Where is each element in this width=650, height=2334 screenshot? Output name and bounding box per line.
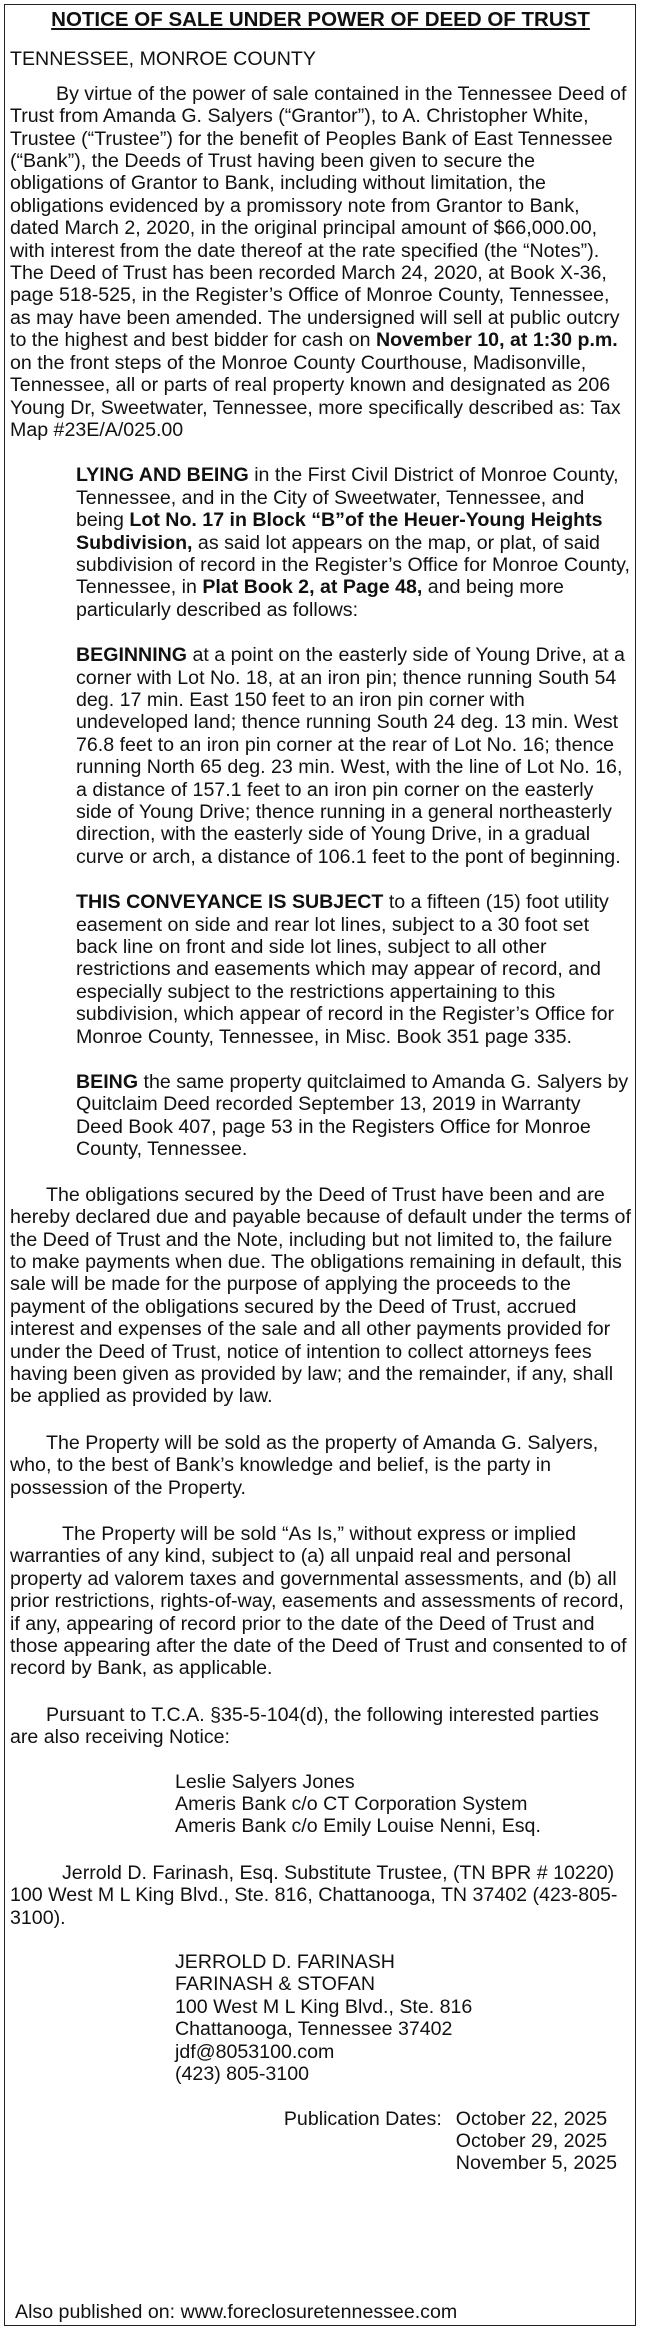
publication-date: October 22, 2025 [455,2107,608,2130]
signature-line: JERROLD D. FARINASH [175,1951,395,1974]
county-heading: TENNESSEE, MONROE COUNTY [10,48,316,71]
lying-text-1: in the First Civil District of Monroe County, Tennessee, and in the City of Sweetwater, Tennessee, and being [76,464,619,532]
lying-text-2: as said lot appears on the map, or plat, of said subdivision of record in the Register’s Office for Monroe County, Tennessee, in [76,531,630,599]
tca-paragraph: Pursuant to T.C.A. §35-5-104(d), the following interested parties are also receiving Notice: [10,1703,599,1749]
trustee-paragraph: Jerrold D. Farinash, Esq. Substitute Trustee, (TN BPR # 10220) 100 West M L King Blvd., Ste. 816, Chattanooga, TN 37402 (423-805-3100). [10,1861,618,1929]
publication-date-list [456,2108,617,2175]
party-item: Leslie Salyers Jones [175,1770,355,1793]
lying-bold: LYING AND BEING [76,464,249,487]
conveyance-bold: THIS CONVEYANCE IS SUBJECT [76,891,384,914]
publication-date: October 29, 2025 [455,2129,608,2152]
property-paragraph: The Property will be sold as the property of Amanda G. Salyers, who, to the best of Bank’s knowledge and belief, is the party in possession of the Property. [10,1431,599,1499]
lot-bold: Lot No. 17 in Block “B”of the Heuer-Young Heights Subdivision, [76,509,603,554]
legal-conveyance [10,891,631,1048]
publication-date: November 5, 2025 [455,2152,617,2175]
intro-paragraph [10,83,631,442]
signature-line: Chattanooga, Tennessee 37402 [175,2018,453,2041]
legal-lying-and-being [10,464,631,621]
being-text: the same property quitclaimed to Amanda G. Salyers by Quitclaim Deed recorded September 13, 2019 in Warranty Deed Book 407, page 53 in the Registers Office for Monroe County, Tennessee. [76,1071,629,1161]
footer-published-on: Also published on: www.foreclosuretennessee.com [15,2300,458,2323]
lying-text-3: and being more particularly described as follows: [76,576,564,621]
notice-title: NOTICE OF SALE UNDER POWER OF DEED OF TRUST [51,8,590,31]
conveyance-text: to a fifteen (15) foot utility easement on side and rear lot lines, subject to a 30 foot set back line on front and side lot lines, subject to all other restrictions and easements which may appear of record, and especially subject to the restrictions appertaining to this subdivision, which appear of record in the Register’s Office for Monroe County, Tennessee, in Misc. Book 351 page 335. [76,891,615,1048]
plat-bold: Plat Book 2, at Page 48, [202,576,423,599]
signature-email: jdf@8053100.com [175,2040,335,2063]
obligations-paragraph: The obligations secured by the Deed of Trust have been and are hereby declared due and payable because of default under the terms of the Deed of Trust and the Note, including but not limited to, the failure to make payments when due. The obligations remaining in default, this sale will be made for the purpose of applying the proceeds to the payment of the obligations secured by the Deed of Trust, accrued interest and expenses of the sale and all other payments provided for under the Deed of Trust, notice of intention to collect attorneys fees having been given as provided by law; and the remainder, if any, shall be applied as provided by law. [10,1183,631,1408]
signature-line: 100 West M L King Blvd., Ste. 816 [175,1995,473,2018]
signature-block [10,1951,631,2085]
sale-date: November 10, at 1:30 p.m. [376,329,618,352]
being-bold: BEING [76,1071,139,1094]
beginning-bold: BEGINNING [76,644,188,667]
party-item: Ameris Bank c/o Emily Louise Nenni, Esq. [175,1815,541,1838]
as-is-paragraph: The Property will be sold “As Is,” without express or implied warranties of any kind, subject to (a) all unpaid real and personal property ad valorem taxes and governmental assessments, and (b) all prior restrictions, rights-of-way, easements and assessments of record, if any, appearing of record prior to the date of the Deed of Trust and those appearing after the date of the Deed of Trust and consented to of record by Bank, as applicable. [10,1522,627,1680]
legal-beginning [10,644,631,868]
publication-label: Publication Dates: [283,2107,442,2130]
interested-parties [10,1771,631,1838]
signature-phone: (423) 805-3100 [175,2063,309,2086]
party-item: Ameris Bank c/o CT Corporation System [175,1793,528,1816]
legal-being [10,1071,631,1161]
publication-dates [10,2108,631,2175]
beginning-text: at a point on the easterly side of Young Drive, at a corner with Lot No. 18, at an iron pin; thence running South 54 deg. 17 min. East 150 feet to an iron pin corner with undeveloped land; thence running South 24 deg. 13 min. West 76.8 feet to an iron pin corner at the rear of Lot No. 16; thence running North 65 deg. 23 min. West, with the line of Lot No. 16, a distance of 157.1 feet to an iron pin corner on the easterly side of Young Drive; thence running in a general northeasterly direction, with the easterly side of Young Drive, in a gradual curve or arch, a distance of 106.1 feet to the pont of beginning. [76,644,625,868]
intro-text-b: on the front steps of the Monroe County Courthouse, Madisonville, Tennessee, all or parts of real property known and designated as 206 Young Dr, Sweetwater, Tennessee, more specifically described as: Tax Map #23E/A/025.00 [10,351,621,441]
signature-line: FARINASH & STOFAN [175,1973,375,1996]
notice-page [4,4,636,2326]
intro-text-a: By virtue of the power of sale contained in the Tennessee Deed of Trust from Amanda G. Salyers (“Grantor”), to A. Christopher White, Trustee (“Trustee”) for the benefit of Peoples Bank of East Tennessee (“Bank”), the Deeds of Trust having been given to secure the obligations of Grantor to Bank, including without limitation, the obligations evidenced by a promissory note from Grantor to Bank, dated March 2, 2020, in the original principal amount of $66,000.00, with interest from the date thereof at the rate specified (the “Notes”). The Deed of Trust has been recorded March 24, 2020, at Book X-36, page 518-525, in the Register’s Office of Monroe County, Tennessee, as may have been amended. The undersigned will sell at public outcry to the highest and best bidder for cash on [10,82,627,352]
